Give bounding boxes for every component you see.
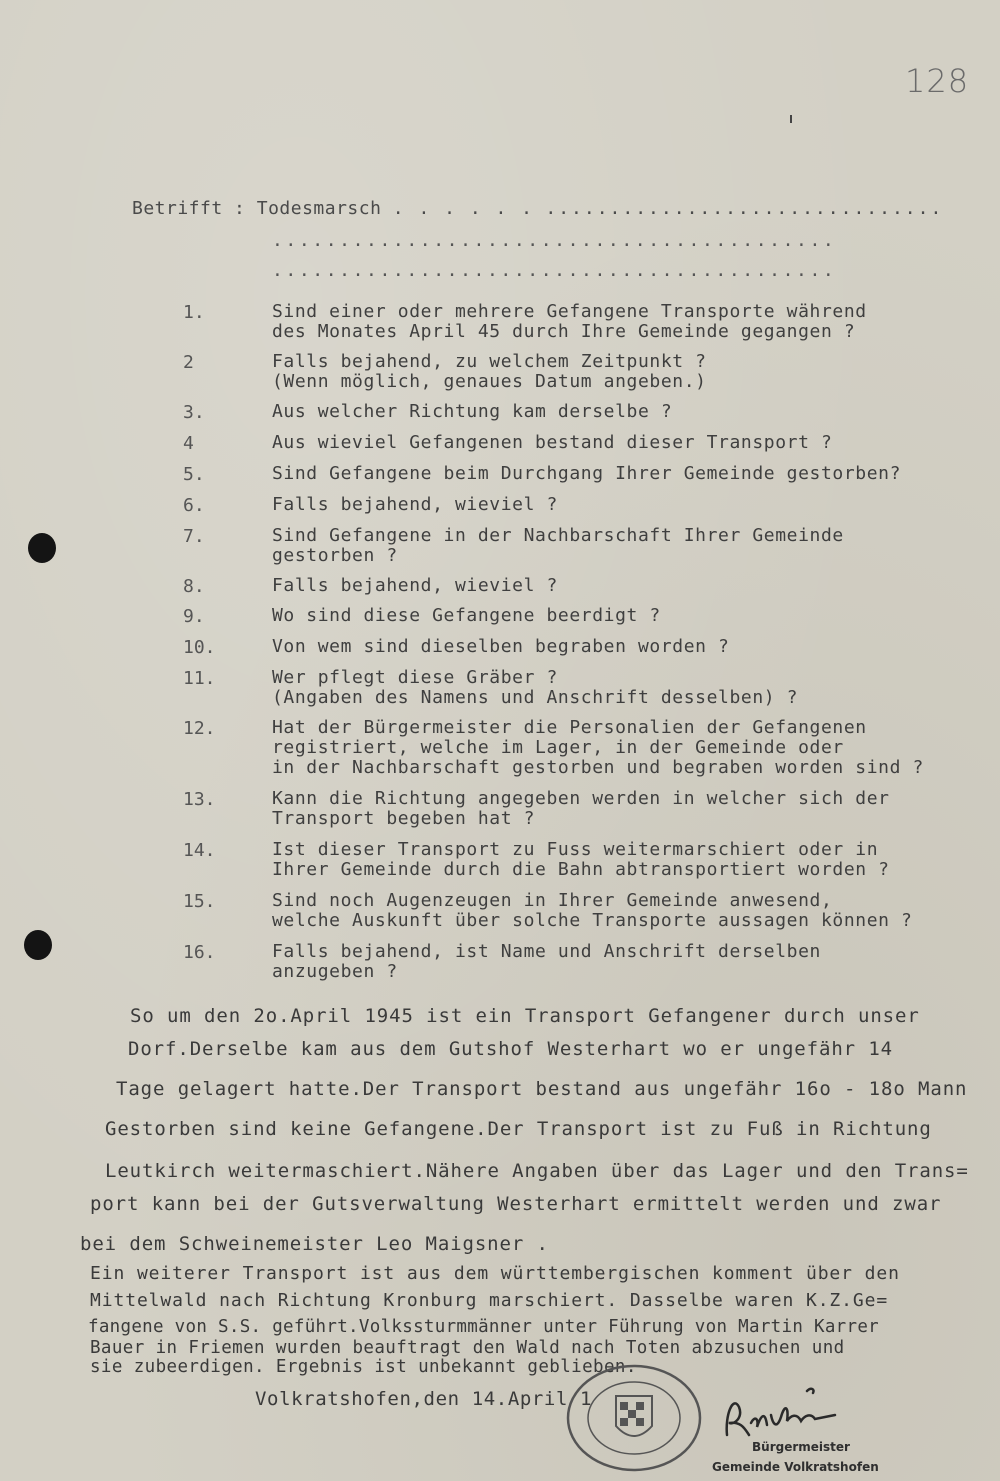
punch-hole-upper (28, 533, 56, 563)
question-number: 15. (183, 891, 216, 912)
question-text: Sind Gefangene in der Nachbarschaft Ihrer Gemeinde gestorben ? (272, 525, 844, 566)
answer-line: Ein weiterer Transport ist aus dem württembergischen komment über den (90, 1263, 900, 1284)
question-text: Falls bejahend, zu welchem Zeitpunkt ? (Wenn möglich, genaues Datum angeben.) (272, 351, 707, 392)
question-text: Falls bejahend, ist Name und Anschrift derselben anzugeben ? (272, 941, 821, 982)
question-text: Kann die Richtung angegeben werden in welcher sich der Transport begeben hat ? (272, 788, 890, 829)
subject-dots-cont: ............................... (545, 198, 944, 219)
answer-line: sie zubeerdigen. Ergebnis ist unbekannt geblieben. (90, 1357, 637, 1377)
stray-mark (790, 115, 792, 123)
answer-line: Mittelwald nach Richtung Kronburg marschiert. Dasselbe waren K.Z.Ge= (90, 1290, 889, 1311)
question-number: 2 (183, 352, 194, 373)
signatory-org: Gemeinde Volkratshofen (712, 1460, 879, 1474)
question-text: Ist dieser Transport zu Fuss weitermarschiert oder in Ihrer Gemeinde durch die Bahn abtransportiert worden ? (272, 839, 890, 880)
answer-line: Bauer in Friemen wurden beauftragt den Wald nach Toten abzusuchen und (90, 1338, 845, 1358)
question-text: Aus welcher Richtung kam derselbe ? (272, 401, 673, 422)
answer-line: bei dem Schweinemeister Leo Maigsner . (80, 1233, 549, 1255)
answer-line: Gestorben sind keine Gefangene.Der Transport ist zu Fuß in Richtung (105, 1118, 932, 1140)
page-number: 128 (905, 62, 970, 100)
answer-line: fangene von S.S. geführt.Volkssturmmänner unter Führung von Martin Karrer (88, 1317, 880, 1337)
question-number: 12. (183, 718, 216, 739)
subject-line (132, 198, 943, 219)
subject-separator: : (234, 198, 246, 219)
subject-label: Betrifft (132, 198, 223, 219)
question-number: 14. (183, 840, 216, 861)
question-text: Sind einer oder mehrere Gefangene Transporte während des Monates April 45 durch Ihre Gemeinde gegangen ? (272, 301, 867, 342)
answer-line: port kann bei der Gutsverwaltung Westerhart ermittelt werden und zwar (90, 1193, 942, 1215)
signatory-title: Bürgermeister (752, 1440, 850, 1454)
question-text: Falls bejahend, wieviel ? (272, 494, 558, 515)
answer-line: Tage gelagert hatte.Der Transport bestand aus ungefähr 16o - 18o Mann (116, 1078, 968, 1100)
subject-value: Todesmarsch (256, 198, 382, 219)
municipal-seal-stamp (560, 1360, 708, 1475)
question-text: Von wem sind dieselben begraben worden ? (272, 636, 730, 657)
answer-line: So um den 2o.April 1945 ist ein Transport Gefangener durch unser (130, 1005, 920, 1027)
question-number: 4 (183, 433, 194, 454)
question-number: 3. (183, 402, 205, 423)
question-number: 16. (183, 942, 216, 963)
question-number: 13. (183, 789, 216, 810)
question-text: Wer pflegt diese Gräber ? (Angaben des Namens und Anschrift desselben) ? (272, 667, 799, 708)
answer-line: Dorf.Derselbe kam aus dem Gutshof Westerhart wo er ungefähr 14 (128, 1038, 894, 1060)
question-number: 5. (183, 464, 205, 485)
subject-dots: . . . . . . (392, 198, 535, 219)
question-number: 8. (183, 576, 205, 597)
answer-line: Leutkirch weitermaschiert.Nähere Angaben über das Lager und den Trans= (105, 1160, 969, 1182)
question-number: 11. (183, 668, 216, 689)
question-number: 10. (183, 637, 216, 658)
subject-dotline-2: .......................................... (272, 230, 837, 251)
mayor-signature (715, 1385, 865, 1445)
question-text: Falls bejahend, wieviel ? (272, 575, 558, 596)
question-number: 9. (183, 606, 205, 627)
question-text: Sind Gefangene beim Durchgang Ihrer Gemeinde gestorben? (272, 463, 902, 484)
place-date: Volkratshofen,den 14.April 1 (255, 1388, 593, 1410)
punch-hole-lower (24, 930, 52, 960)
question-number: 1. (183, 302, 205, 323)
question-number: 6. (183, 495, 205, 516)
question-text: Wo sind diese Gefangene beerdigt ? (272, 605, 661, 626)
question-text: Hat der Bürgermeister die Personalien der Gefangenen registriert, welche im Lager, in der Gemeinde oder in der Nachbarschaft gestorben und begraben worden sind ? (272, 717, 924, 778)
question-text: Aus wieviel Gefangenen bestand dieser Transport ? (272, 432, 833, 453)
subject-dotline-3: .......................................... (272, 260, 837, 281)
question-number: 7. (183, 526, 205, 547)
question-text: Sind noch Augenzeugen in Ihrer Gemeinde anwesend, welche Auskunft über solche Transporte aussagen können ? (272, 890, 913, 931)
